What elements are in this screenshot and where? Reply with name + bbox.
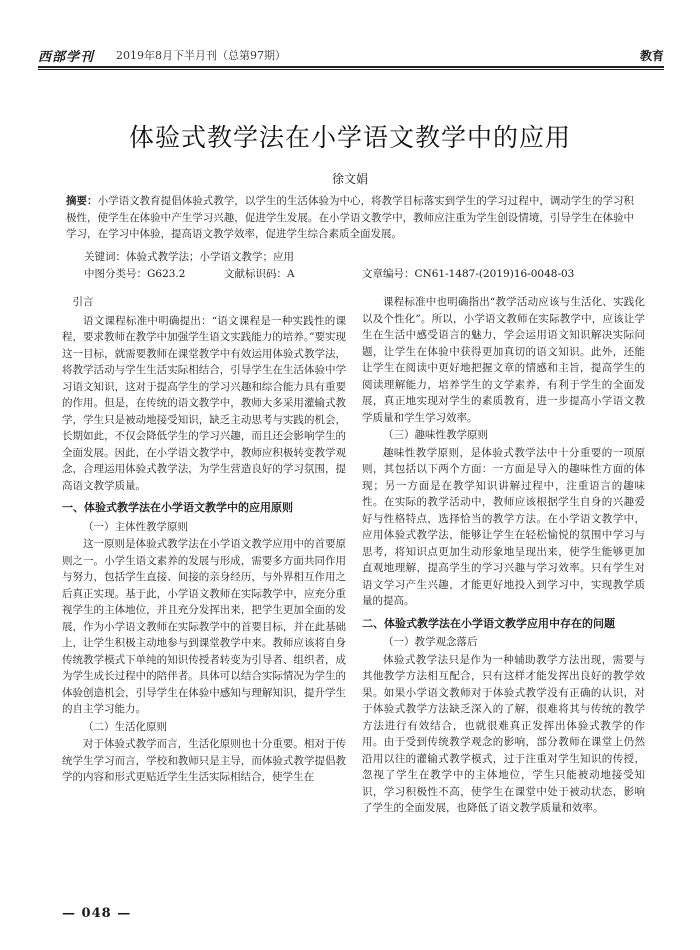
abstract-text: 小学语文教育提倡体验式教学，以学生的生活体验为中心，将教学目标落实到学生的学习过程中，调动学生的学习积极性，使学生在体验中产生学习兴趣，促进学生发展。在小学语文教学中，教师应注重为学生创设情境，引导学生在体验中学习，在学习中体验，提高语文教学效率，促进学生综合素质全面发展。 xyxy=(66,195,635,240)
page-header xyxy=(38,44,664,66)
paragraph: 对于体验式教学而言，生活化原则也十分重要。相对于传统学生学习而言，学校和教师只是主导，而体验式教学提倡教学的内容和形式更贴近学生生活实际相结合，使学生在 xyxy=(62,738,346,783)
paragraph: 这一原则是体验式教学法在小学语文教学应用中的首要原则之一。小学生语文素养的发展与形成，需要多方面共同作用与努力，包括学生直接、间接的亲身经历，与外界相互作用之后真正实现。基于此，小学语文教师在实际教学中，应充分重视学生的主体地位，并且充分发挥出来，把学生更加全面的发展，作为小学语文教师在实际教学中的首要目标，并在此基础上，让学生积极主动地参与到课堂教学中来。教师应该将自身传统教学模式下单纯的知识传授者转变为引导者、组织者，成为学生成长过程中的陪伴者。具体可以结合实际情况为学生的体验创造机会，引导学生在体验中感知与理解知识，提升学生的自主学习能力。 xyxy=(62,538,346,715)
paragraph: 语文课程标准中明确提出：“语文课程是一种实践性的课程，要求教师在教学中加强学生语文实践能力的培养。”要实现这一目标，就需要教师在课堂教学中有效运用体验式教学法，将教学活动与学生生活实际相结合，引导学生在生活体验中学习语文知识，这对于提高学生的学习兴趣和综合能力具有重要的作用。但是，在传统的语文教学中，教师大多采用灌输式教学，学生只是被动地接受知识，缺乏主动思考与实践的机会，长期如此，不仅会降低学生的学习兴趣，而且还会影响学生的全面发展。因此，在小学语文教学中，教师应积极转变教学观念，合理运用体验式教学法，为学生营造良好的学习氛围，提高语文教学质量。 xyxy=(62,314,346,492)
section-heading: 二、体验式教学法在小学语文教学应用中存在的问题 xyxy=(362,616,615,630)
document-code: 文献标识码：A xyxy=(224,268,295,280)
subsection-heading: （一）主体性教学原则 xyxy=(83,520,188,533)
paragraph: 趣味性教学原则，是体验式教学法中十分重要的一项原则，其包括以下两个方面：一方面是导入的趣味性方面的体现；另一方面是在教学知识讲解过程中，注重语言的趣味性。在实际的教学活动中，教师应该根据学生自身的兴趣爱好与性格特点，选择恰当的教学方法。在小学语文教学中，应用体验式教学法，能够让学生在轻松愉悦的氛围中学习与思考，将知识点更加生动形象地呈现出来，使学生能够更加直观地理解，提高学生的学习兴趣与学习效率。只有学生对语文学习产生兴趣，才能更好地投入到学习中，实现教学质量的提高。 xyxy=(362,446,645,607)
section-label: 教育 xyxy=(639,49,664,63)
left-column xyxy=(62,294,346,786)
abstract xyxy=(66,193,634,243)
header-rule-thin xyxy=(38,69,664,70)
keywords-text: 体验式教学法；小学语文教学；应用 xyxy=(126,251,294,263)
journal-issue: 2019年8月下半月刊（总第97期） xyxy=(116,49,286,62)
journal-brand: 西部学刊 xyxy=(38,50,95,65)
header-rule xyxy=(38,66,664,68)
section-heading: 一、体验式教学法在小学语文教学中的应用原则 xyxy=(62,501,293,514)
page-number: — 048 — xyxy=(62,906,132,921)
article-number: 文章编号：CN61-1487-(2019)16-0048-03 xyxy=(362,268,575,280)
paragraph: 课程标准中也明确指出“教学活动应该与生活化、实践化以及个性化”。所以，小学语文教师在实际教学中，应该让学生在生活中感受语言的魅力，学会运用语文知识解决实际问题，让学生在体验中获得更加真切的语文知识。此外，还能让学生在阅读中更好地把握文章的情感和主旨，提高学生的阅读理解能力，培养学生的文学素养，有利于学生的全面发展，真正地实现对学生的素质教育，进一步提高小学语文教学质量和学生学习效率。 xyxy=(362,296,645,424)
class-number: 中图分类号：G623.2 xyxy=(84,268,186,280)
keywords-label: 关键词： xyxy=(84,251,126,263)
subsection-heading: （一）教学观念落后 xyxy=(383,636,478,648)
article-title: 体验式教学法在小学语文教学中的应用 xyxy=(128,123,571,152)
paragraph: 体验式教学法只是作为一种辅助教学方法出现，需要与其他教学方法相互配合，只有这样才能发挥出良好的教学效果。如果小学语文教师对于体验式教学没有正确的认识，对于体验式教学方法缺乏深入的了解，很难将其与传统的教学方法进行有效结合，也就很难真正发挥出体验式教学的作用。由于受到传统教学观念的影响，部分教师在课堂上仍然沿用以往的灌输式教学模式，过于注重对学生知识的传授，忽视了学生在教学中的主体地位，学生只能被动地接受知识，学习积极性不高，使学生在课堂中处于被动状态，影响了学生的全面发展，也降低了语文教学质量和效率。 xyxy=(362,653,645,814)
article-author: 徐文娟 xyxy=(331,172,368,186)
right-column xyxy=(362,294,645,817)
subsection-heading: （二）生活化原则 xyxy=(83,720,167,733)
subsection-heading: （三）趣味性教学原则 xyxy=(383,429,488,441)
keywords xyxy=(84,249,640,264)
intro-heading: 引言 xyxy=(72,296,94,308)
abstract-label: 摘要： xyxy=(66,195,98,207)
